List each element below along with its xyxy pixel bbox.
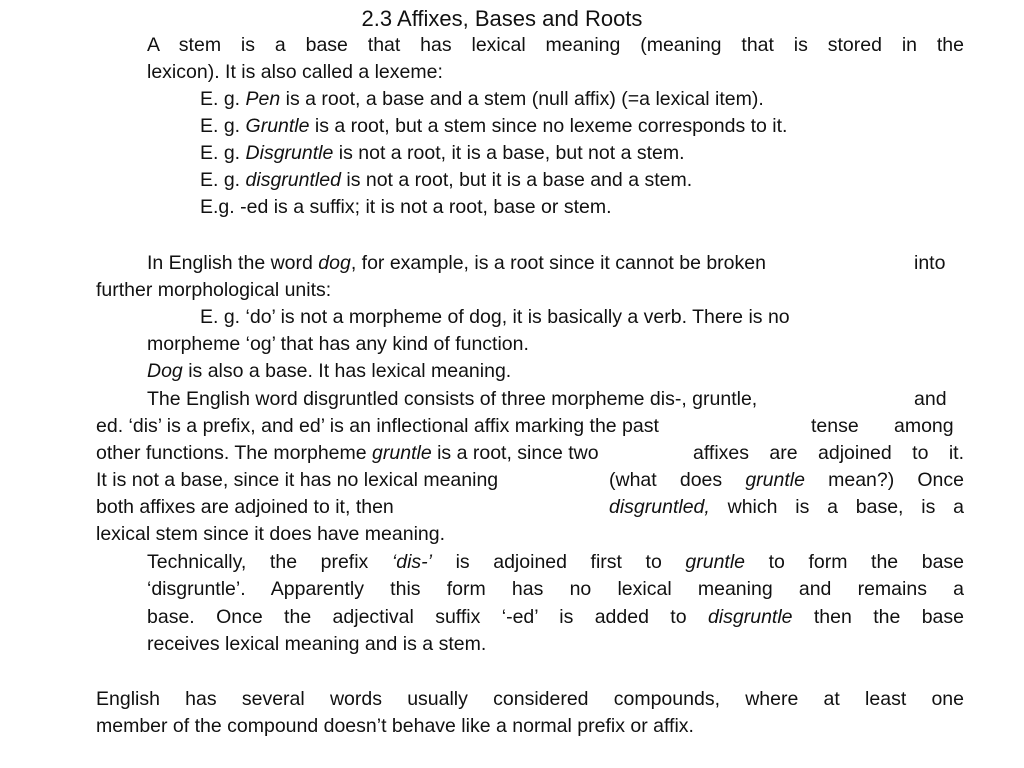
disgruntled-para-line-3: other functions. The morpheme gruntle is a root, since two (96, 442, 599, 464)
disgruntled-para-line-1-end: and (914, 388, 947, 410)
dog-para-line-1: In English the word dog, for example, is a root since it cannot be broken (147, 252, 766, 274)
disgruntled-para-line-2: ed. ‘dis’ is a prefix, and ed’ is an inflectional affix marking the past (96, 415, 659, 437)
example-disgruntled: E. g. disgruntled is not a root, but it is a base and a stem. (200, 169, 693, 191)
disgruntled-para-line-6: lexical stem since it does have meaning. (96, 523, 446, 545)
example-pen: E. g. Pen is a root, a base and a stem (null affix) (=a lexical item). (200, 88, 764, 110)
example-disgruntle: E. g. Disgruntle is not a root, it is a base, but not a stem. (200, 142, 685, 164)
dog-para-line-3: E. g. ‘do’ is not a morpheme of dog, it is basically a verb. There is no (200, 306, 790, 328)
technically-para-line-2: ‘disgruntle’. Apparently this form has no lexical meaning and remains a (147, 578, 964, 600)
slide-title: 2.3 Affixes, Bases and Roots (361, 6, 643, 31)
example-gruntle: E. g. Gruntle is a root, but a stem since no lexeme corresponds to it. (200, 115, 788, 137)
dog-para-line-4: morpheme ‘og’ that has any kind of function. (147, 333, 529, 355)
dog-para-line-5: Dog is also a base. It has lexical meaning. (147, 360, 512, 382)
dog-para-line-1-end: into (914, 252, 946, 274)
compounds-para-line-2: member of the compound doesn’t behave like a normal prefix or affix. (96, 715, 694, 737)
disgruntled-para-line-4: It is not a base, since it has no lexical meaning (96, 469, 499, 491)
disgruntled-para-line-5: both affixes are adjoined to it, then (96, 496, 394, 518)
disgruntled-para-line-2-tense: tense (811, 415, 859, 437)
technically-para-line-3: base. Once the adjectival suffix ‘-ed’ is added to disgruntle then the base (147, 606, 964, 628)
disgruntled-para-line-3-end: affixes are adjoined to it. (693, 442, 964, 464)
disgruntled-para-line-4-end: (what does gruntle mean?) Once (609, 469, 964, 491)
compounds-para-line-1: English has several words usually considered compounds, where at least one (96, 688, 964, 710)
stem-intro-line-1: A stem is a base that has lexical meaning (meaning that is stored in the (147, 34, 964, 56)
example-ed-suffix: E.g. -ed is a suffix; it is not a root, base or stem. (200, 196, 612, 218)
disgruntled-para-line-1: The English word disgruntled consists of three morpheme dis-, gruntle, (147, 388, 758, 410)
dog-para-line-2: further morphological units: (96, 279, 332, 301)
disgruntled-para-line-2-among: among (894, 415, 954, 437)
stem-intro-line-2: lexicon). It is also called a lexeme: (147, 61, 443, 83)
disgruntled-para-line-5-end: disgruntled, which is a base, is a (609, 496, 964, 518)
technically-para-line-4: receives lexical meaning and is a stem. (147, 633, 487, 655)
technically-para-line-1: Technically, the prefix ‘dis-’ is adjoined first to gruntle to form the base (147, 551, 965, 573)
